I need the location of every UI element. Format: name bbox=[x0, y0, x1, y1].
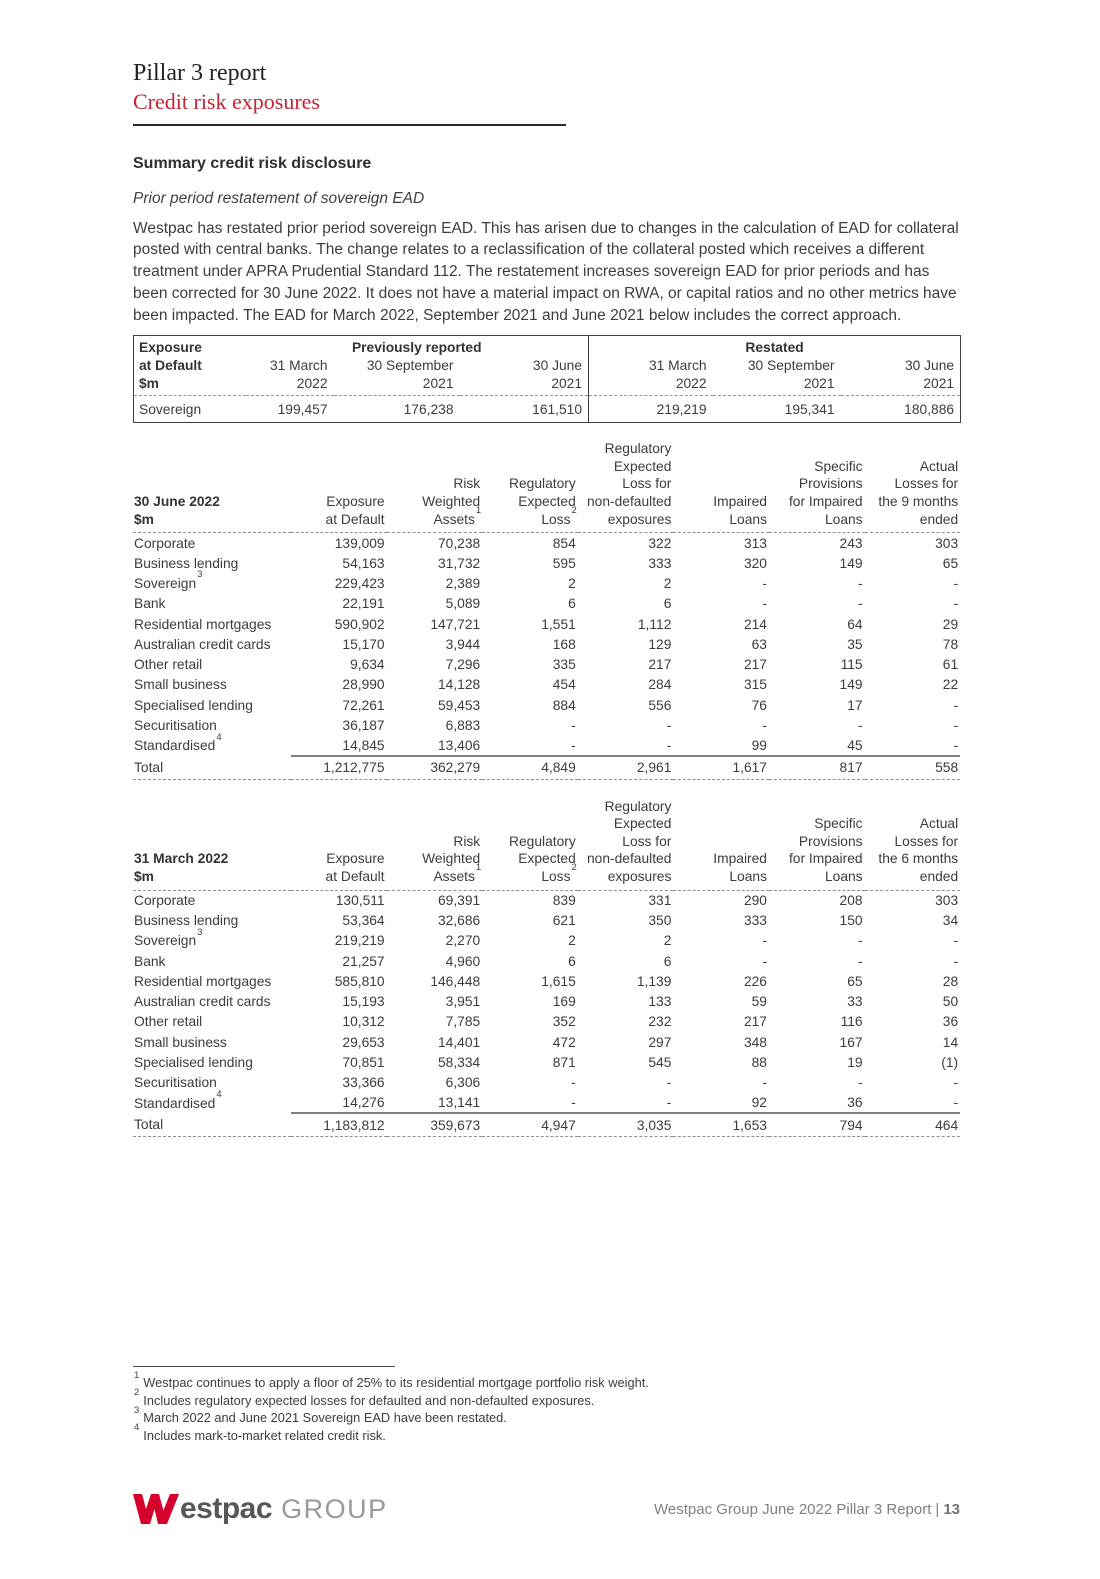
cell-value: 6,306 bbox=[445, 1075, 481, 1091]
cell-value: 168 bbox=[552, 636, 576, 652]
june-2022-table bbox=[133, 440, 960, 779]
report-subtitle: Credit risk exposures bbox=[133, 88, 320, 114]
cell-value: 14 bbox=[942, 1034, 959, 1050]
cell-value: 226 bbox=[743, 973, 767, 989]
page-reference bbox=[654, 1501, 960, 1518]
cell-value: 72,261 bbox=[342, 697, 385, 713]
cell-value: 1,551 bbox=[541, 616, 576, 632]
cell-value: - bbox=[571, 737, 576, 753]
table-row bbox=[133, 931, 960, 951]
cell-value: 36,187 bbox=[342, 718, 385, 734]
table-row bbox=[133, 573, 960, 593]
group-header-previously-reported: Previously reported bbox=[246, 336, 589, 358]
total-value: 1,212,775 bbox=[291, 756, 387, 779]
cell-value: 146,448 bbox=[430, 973, 481, 989]
row-label: Bank bbox=[134, 596, 166, 612]
cell-value: 14,128 bbox=[437, 677, 481, 693]
page-ref-text: Westpac Group June 2022 Pillar 3 Report bbox=[654, 1500, 932, 1518]
row-label: Australian credit cards bbox=[134, 994, 271, 1010]
cell-value: 167 bbox=[839, 1034, 863, 1050]
table-row bbox=[133, 594, 960, 614]
row-label: Specialised lending bbox=[134, 1055, 253, 1071]
cell-value: 29,653 bbox=[342, 1034, 385, 1050]
cell-value: 36 bbox=[847, 1095, 863, 1111]
cell-value: - bbox=[762, 953, 767, 969]
subsection-heading: Prior period restatement of sovereign EAD bbox=[133, 189, 425, 207]
logo-suffix: GROUP bbox=[281, 1493, 388, 1524]
row-label: Residential mortgages bbox=[134, 616, 272, 632]
cell-value: 50 bbox=[942, 994, 959, 1010]
cell-value: 15,170 bbox=[342, 636, 385, 652]
cell-value: 195,341 bbox=[713, 396, 841, 423]
table-row bbox=[133, 971, 960, 991]
cell-value: - bbox=[953, 1095, 959, 1111]
cell-value: 2 bbox=[568, 576, 576, 591]
cell-value: - bbox=[666, 1075, 672, 1091]
row-label: Sovereign bbox=[134, 396, 246, 423]
cell-value: 17 bbox=[847, 697, 863, 713]
row-label: Residential mortgages bbox=[134, 973, 272, 989]
row-label: Business lending bbox=[134, 555, 239, 571]
sovereign-row bbox=[134, 396, 961, 423]
cell-value: 45 bbox=[847, 737, 863, 753]
cell-value: 21,257 bbox=[342, 953, 385, 969]
restatement-table bbox=[133, 335, 961, 423]
cell-value: 147,721 bbox=[430, 616, 481, 632]
cell-value: 208 bbox=[839, 892, 863, 908]
cell-value: 149 bbox=[839, 555, 863, 571]
date-column-header: 31 March 2022 bbox=[649, 358, 707, 392]
cell-value: - bbox=[762, 576, 767, 591]
cell-value: 217 bbox=[743, 657, 767, 673]
total-value: 3,035 bbox=[578, 1113, 674, 1136]
cell-value: 871 bbox=[552, 1055, 576, 1071]
column-header: Impaired Loans bbox=[673, 440, 769, 532]
cell-value: 621 bbox=[552, 912, 576, 928]
cell-value: 320 bbox=[743, 555, 767, 571]
cell-value: 54,163 bbox=[342, 555, 385, 571]
cell-value: 22,191 bbox=[342, 596, 385, 612]
cell-value: - bbox=[666, 718, 672, 734]
cell-value: 290 bbox=[743, 892, 767, 908]
cell-value: 6 bbox=[663, 953, 672, 969]
cell-value: 180,886 bbox=[841, 396, 961, 423]
table-row bbox=[133, 991, 960, 1011]
cell-value: 1,112 bbox=[637, 616, 672, 632]
cell-value: 28,990 bbox=[342, 677, 385, 693]
row-label: Australian credit cards bbox=[134, 636, 271, 652]
date-column-header: 30 September 2021 bbox=[747, 358, 835, 392]
cell-value: - bbox=[953, 596, 959, 612]
cell-value: 169 bbox=[552, 994, 576, 1010]
footnote-4: $^4$ Includes mark-to-market related credit risk. bbox=[134, 1422, 386, 1443]
cell-value: 3,944 bbox=[445, 636, 481, 652]
cell-value: 15,193 bbox=[342, 994, 385, 1010]
table-row bbox=[133, 1073, 960, 1093]
table-row bbox=[133, 634, 960, 654]
total-value: 4,849 bbox=[482, 756, 578, 779]
table-row bbox=[133, 1012, 960, 1032]
cell-value: - bbox=[857, 953, 863, 969]
cell-value: 545 bbox=[648, 1055, 672, 1071]
total-value: 817 bbox=[769, 756, 865, 779]
cell-value: 313 bbox=[743, 535, 767, 551]
cell-value: 590,902 bbox=[334, 616, 385, 632]
cell-value: 78 bbox=[942, 636, 959, 652]
cell-value: - bbox=[857, 1075, 863, 1091]
cell-value: 348 bbox=[743, 1034, 767, 1050]
restatement-date-header-row bbox=[134, 357, 961, 396]
cell-value: - bbox=[762, 596, 767, 612]
cell-value: 217 bbox=[648, 657, 672, 673]
cell-value: 70,851 bbox=[342, 1055, 385, 1071]
cell-value: 69,391 bbox=[437, 892, 481, 908]
cell-value: 6 bbox=[663, 596, 672, 612]
row-label: Other retail bbox=[134, 657, 203, 673]
table-row bbox=[133, 533, 960, 553]
cell-value: 229,423 bbox=[334, 576, 385, 591]
row-label: Securitisation bbox=[134, 1075, 217, 1091]
table-row bbox=[133, 1052, 960, 1072]
cell-value: 149 bbox=[839, 677, 863, 693]
cell-value: 315 bbox=[743, 677, 767, 693]
cell-value: - bbox=[953, 953, 959, 969]
cell-value: 219,219 bbox=[334, 933, 385, 949]
cell-value: - bbox=[953, 576, 959, 591]
corner-line: Exposure bbox=[139, 340, 202, 356]
logo-wordmark: estpac bbox=[180, 1492, 273, 1525]
total-value: 4,947 bbox=[482, 1113, 578, 1136]
row-label: Corporate bbox=[134, 535, 196, 551]
body-paragraph: Westpac has restated prior period sovereign EAD. This has arisen due to changes in the calculation of EAD for collateral posted with central banks. The change relates to a reclassification of the collateral posted which receives a different treatment under APRA Prudential Standard 112. The restatement increases sovereign EAD for prior periods and has been corrected for 30 June 2022. It does not have a material impact on RWA, or capital ratios and no other metrics have been impacted. The EAD for March 2022, September 2021 and June 2021 below includes the correct approach. bbox=[133, 219, 959, 324]
table-row bbox=[133, 1032, 960, 1052]
cell-value: 350 bbox=[648, 912, 672, 928]
cell-value: 13,141 bbox=[437, 1095, 481, 1111]
cell-value: 19 bbox=[847, 1055, 863, 1071]
row-label: Standardised$^4$ bbox=[134, 731, 222, 754]
cell-value: 243 bbox=[839, 535, 863, 551]
cell-value: - bbox=[857, 933, 863, 949]
cell-value: 99 bbox=[751, 737, 767, 753]
footnote-2: $^2$ Includes regulatory expected losses for defaulted and non-defaulted exposures. bbox=[134, 1387, 595, 1408]
cell-value: 92 bbox=[751, 1095, 767, 1111]
cell-value: 58,334 bbox=[437, 1055, 481, 1071]
cell-value: 3,951 bbox=[445, 994, 481, 1010]
cell-value: 64 bbox=[847, 616, 863, 632]
row-label: Corporate bbox=[134, 892, 196, 908]
row-label: Securitisation bbox=[134, 718, 217, 734]
cell-value: 333 bbox=[648, 555, 672, 571]
total-value: 1,653 bbox=[673, 1113, 769, 1136]
cell-value: - bbox=[571, 718, 576, 734]
cell-value: 585,810 bbox=[334, 973, 385, 989]
cell-value: 1,139 bbox=[636, 973, 672, 989]
date-column-header: 30 June 2021 bbox=[904, 358, 955, 392]
cell-value: 22 bbox=[942, 677, 959, 693]
cell-value: 7,785 bbox=[445, 1014, 481, 1030]
cell-value: 28 bbox=[942, 973, 959, 989]
march-2022-table bbox=[133, 798, 960, 1137]
footnote-3: $^3$ March 2022 and June 2021 Sovereign EAD have been restated. bbox=[134, 1404, 507, 1425]
cell-value: 61 bbox=[942, 657, 959, 673]
period-label: 30 June 2022 $m bbox=[133, 440, 291, 532]
cell-value: - bbox=[857, 718, 863, 734]
westpac-w-icon bbox=[133, 1494, 179, 1524]
column-header: Specific Provisions for Impaired Loans bbox=[769, 798, 865, 890]
cell-value: 32,686 bbox=[437, 912, 481, 928]
date-column-header: 30 September 2021 bbox=[366, 358, 454, 392]
cell-value: 76 bbox=[751, 697, 767, 713]
table-row bbox=[133, 695, 960, 715]
cell-value: - bbox=[953, 933, 959, 949]
cell-value: 33 bbox=[847, 994, 863, 1010]
cell-value: 65 bbox=[942, 555, 959, 571]
cell-value: 333 bbox=[743, 912, 767, 928]
row-label: Standardised$^4$ bbox=[134, 1089, 222, 1111]
cell-value: 9,634 bbox=[350, 657, 385, 673]
cell-value: 284 bbox=[648, 677, 672, 693]
cell-value: 88 bbox=[751, 1055, 767, 1071]
footnotes bbox=[133, 1366, 853, 1444]
row-label: Bank bbox=[134, 953, 166, 969]
cell-value: 161,510 bbox=[460, 396, 589, 423]
cell-value: 322 bbox=[648, 535, 672, 551]
westpac-logo bbox=[133, 1492, 388, 1526]
page-number: 13 bbox=[943, 1500, 960, 1518]
cell-value: 472 bbox=[552, 1034, 576, 1050]
cell-value: 331 bbox=[648, 892, 672, 908]
column-header: Exposure at Default bbox=[291, 440, 387, 532]
cell-value: - bbox=[571, 1075, 576, 1091]
total-value: 1,617 bbox=[673, 756, 769, 779]
column-header: Regulatory Expected Loss for non-defaulted exposures bbox=[578, 440, 674, 532]
page-content bbox=[133, 0, 960, 1137]
cell-value: 5,089 bbox=[445, 596, 481, 612]
cell-value: 352 bbox=[552, 1014, 576, 1030]
column-header: Actual Losses for the 6 months ended bbox=[865, 798, 961, 890]
total-value: 2,961 bbox=[578, 756, 674, 779]
cell-value: - bbox=[857, 576, 863, 591]
row-label: Business lending bbox=[134, 912, 239, 928]
cell-value: 10,312 bbox=[342, 1014, 385, 1030]
cell-value: - bbox=[953, 737, 959, 753]
cell-value: 6 bbox=[568, 953, 576, 969]
date-column-header: 30 June 2021 bbox=[460, 357, 589, 396]
row-label: Small business bbox=[134, 1034, 227, 1050]
column-header: Impaired Loans bbox=[673, 798, 769, 890]
cell-value: 2 bbox=[663, 933, 672, 949]
total-label: Total bbox=[133, 756, 291, 779]
corner-line: $m bbox=[139, 376, 159, 392]
cell-value: 14,845 bbox=[342, 737, 385, 753]
restatement-group-header-row bbox=[134, 336, 961, 358]
row-label: Other retail bbox=[134, 1014, 203, 1030]
page-ref-divider: | bbox=[935, 1500, 940, 1518]
cell-value: 6,883 bbox=[445, 718, 481, 734]
total-row bbox=[133, 1113, 960, 1136]
corner-line: at Default bbox=[139, 358, 202, 374]
table-row bbox=[133, 951, 960, 971]
row-label: Sovereign$^3$ bbox=[134, 926, 203, 949]
march-table-header-row bbox=[133, 798, 960, 890]
cell-value: 297 bbox=[648, 1034, 672, 1050]
total-value: 794 bbox=[769, 1113, 865, 1136]
cell-value: 219,219 bbox=[589, 396, 713, 423]
cell-value: 2,389 bbox=[445, 576, 481, 591]
column-header: Regulatory Expected Loss for non-defaulted exposures bbox=[578, 798, 674, 890]
cell-value: - bbox=[762, 933, 767, 949]
cell-value: 70,238 bbox=[437, 535, 481, 551]
report-title: Pillar 3 report bbox=[133, 60, 267, 86]
cell-value: 129 bbox=[648, 636, 672, 652]
cell-value: 59,453 bbox=[437, 697, 481, 713]
cell-value: 133 bbox=[648, 994, 672, 1010]
total-row bbox=[133, 756, 960, 779]
cell-value: 6 bbox=[568, 596, 576, 612]
cell-value: - bbox=[857, 596, 863, 612]
table-row bbox=[133, 655, 960, 675]
cell-value: 4,960 bbox=[445, 953, 481, 969]
cell-value: 13,406 bbox=[437, 737, 481, 753]
cell-value: - bbox=[953, 718, 959, 734]
cell-value: 556 bbox=[648, 697, 672, 713]
column-header: Risk Weighted Assets$^1$ bbox=[387, 798, 483, 890]
column-header: Exposure at Default bbox=[291, 798, 387, 890]
cell-value: - bbox=[571, 1095, 576, 1111]
cell-value: 854 bbox=[552, 535, 576, 551]
total-value: 464 bbox=[865, 1113, 961, 1136]
column-header: Specific Provisions for Impaired Loans bbox=[769, 440, 865, 532]
title-rule bbox=[133, 124, 566, 126]
cell-value: 217 bbox=[743, 1014, 767, 1030]
cell-value: 116 bbox=[840, 1014, 863, 1030]
table-row bbox=[133, 1093, 960, 1113]
date-column-header: 31 March 2022 bbox=[269, 358, 328, 392]
cell-value: 7,296 bbox=[445, 657, 481, 673]
cell-value: 29 bbox=[942, 616, 959, 632]
cell-value: 115 bbox=[840, 657, 863, 673]
cell-value: 31,732 bbox=[437, 555, 481, 571]
cell-value: 139,009 bbox=[334, 535, 385, 551]
cell-value: 335 bbox=[552, 657, 576, 673]
cell-value: 884 bbox=[552, 697, 576, 713]
cell-value: 595 bbox=[552, 555, 576, 571]
cell-value: (1) bbox=[941, 1055, 959, 1071]
cell-value: 53,364 bbox=[342, 912, 385, 928]
total-label: Total bbox=[133, 1113, 291, 1136]
cell-value: 199,457 bbox=[246, 396, 334, 423]
column-header: Risk Weighted Assets$^1$ bbox=[387, 440, 483, 532]
cell-value: - bbox=[953, 1075, 959, 1091]
cell-value: 150 bbox=[839, 912, 863, 928]
section-heading: Summary credit risk disclosure bbox=[133, 154, 372, 172]
column-header: Regulatory Expected Loss$^2$ bbox=[482, 440, 578, 532]
cell-value: 59 bbox=[751, 994, 767, 1010]
cell-value: 36 bbox=[942, 1014, 959, 1030]
row-label: Sovereign$^3$ bbox=[134, 569, 203, 591]
cell-value: - bbox=[666, 1095, 672, 1111]
table-row bbox=[133, 614, 960, 634]
cell-value: - bbox=[953, 697, 959, 713]
total-value: 362,279 bbox=[387, 756, 483, 779]
table-corner-label bbox=[134, 336, 246, 396]
cell-value: 35 bbox=[847, 636, 863, 652]
cell-value: - bbox=[762, 718, 767, 734]
cell-value: 303 bbox=[935, 892, 959, 908]
june-table-body bbox=[133, 533, 960, 756]
table-row bbox=[133, 910, 960, 930]
cell-value: - bbox=[666, 737, 672, 753]
footnote-1: $^1$ Westpac continues to apply a floor of 25% to its residential mortgage portfolio risk weight. bbox=[134, 1369, 649, 1390]
table-row bbox=[133, 736, 960, 756]
column-header: Regulatory Expected Loss$^2$ bbox=[482, 798, 578, 890]
group-header-restated: Restated bbox=[745, 340, 804, 356]
cell-value: 232 bbox=[648, 1014, 672, 1030]
cell-value: 33,366 bbox=[342, 1075, 385, 1091]
table-row bbox=[133, 715, 960, 735]
june-table-header-row bbox=[133, 440, 960, 532]
cell-value: 14,276 bbox=[342, 1095, 385, 1111]
cell-value: 214 bbox=[743, 616, 767, 632]
footnote-rule bbox=[133, 1366, 395, 1367]
cell-value: 2 bbox=[663, 576, 672, 591]
cell-value: - bbox=[762, 1075, 767, 1091]
row-label: Small business bbox=[134, 677, 227, 693]
page-footer bbox=[133, 1492, 960, 1526]
cell-value: 1,615 bbox=[541, 973, 576, 989]
cell-value: 2,270 bbox=[445, 933, 481, 949]
table-row bbox=[133, 553, 960, 573]
cell-value: 2 bbox=[568, 933, 576, 949]
column-header: Actual Losses for the 9 months ended bbox=[865, 440, 961, 532]
cell-value: 63 bbox=[751, 636, 767, 652]
table-row bbox=[133, 890, 960, 910]
total-value: 1,183,812 bbox=[291, 1113, 387, 1136]
cell-value: 130,511 bbox=[335, 892, 385, 908]
cell-value: 14,401 bbox=[437, 1034, 481, 1050]
period-label: 31 March 2022 $m bbox=[133, 798, 291, 890]
cell-value: 176,238 bbox=[334, 396, 460, 423]
cell-value: 454 bbox=[552, 677, 576, 693]
row-label: Specialised lending bbox=[134, 697, 253, 713]
march-table-body bbox=[133, 890, 960, 1113]
cell-value: 839 bbox=[552, 892, 576, 908]
cell-value: 303 bbox=[935, 535, 959, 551]
total-value: 359,673 bbox=[387, 1113, 483, 1136]
total-value: 558 bbox=[865, 756, 961, 779]
cell-value: 34 bbox=[942, 912, 959, 928]
table-row bbox=[133, 675, 960, 695]
cell-value: 65 bbox=[847, 973, 863, 989]
